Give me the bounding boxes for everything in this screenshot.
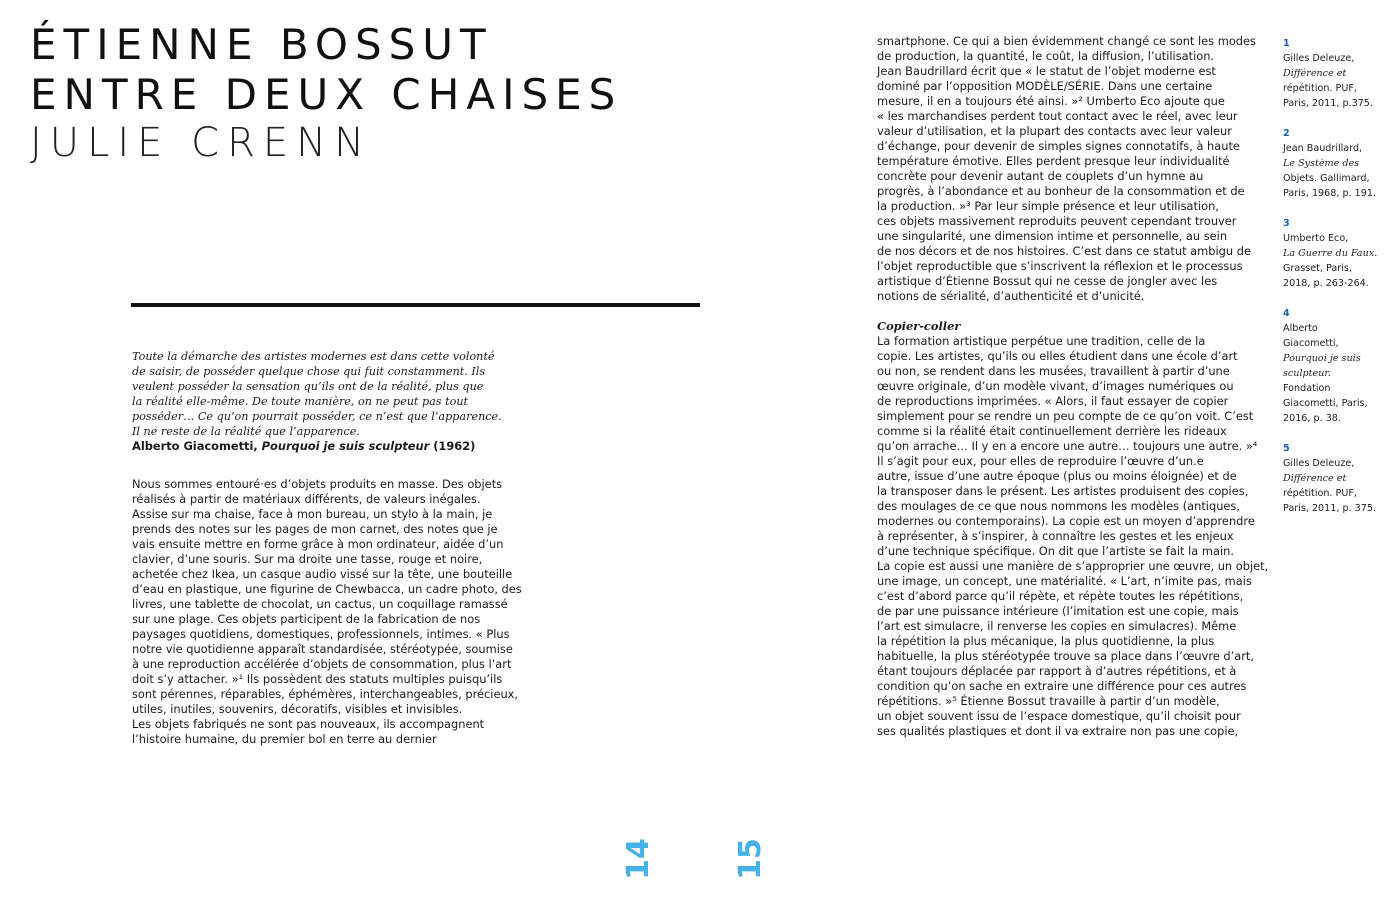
body-line: la production. »³ Par leur simple présence et leur utilisation,: [877, 199, 1219, 213]
body-line: copie. Les artistes, qu’ils ou elles étudient dans une école d’art: [877, 349, 1238, 363]
body-line: de nos décors et de nos histoires. C’est dans ce statut ambigu de: [877, 244, 1251, 258]
body-line: « les marchandises perdent tout contact avec le réel, avec leur: [877, 109, 1238, 123]
footnote-line: répétition. PUF,: [1283, 83, 1357, 94]
epigraph-line: posséder… Ce qu’on pourrait posséder, ce n’est que l’apparence.: [132, 410, 502, 423]
attribution-work: Pourquoi je suis sculpteur: [261, 439, 430, 453]
footnote-line: Gilles Deleuze,: [1283, 53, 1355, 64]
footnote-line: sculpteur.: [1283, 368, 1331, 379]
epigraph-line: la réalité elle-même. De toute manière, on ne peut pas tout: [132, 395, 469, 408]
body-line: doit s’y attacher. »¹ Ils possèdent des statuts multiples puisqu’ils: [132, 672, 503, 686]
footnote-line: Alberto: [1283, 323, 1318, 334]
body-line: La formation artistique perpétue une tradition, celle de la: [877, 334, 1206, 348]
body-line: l’histoire humaine, du premier bol en terre au dernier: [132, 732, 437, 746]
horizontal-rule: [131, 303, 700, 307]
article-title-line-1: ÉTIENNE BOSSUT: [30, 20, 493, 69]
body-line: Jean Baudrillard écrit que « le statut de l’objet moderne est: [877, 64, 1216, 78]
footnote-line: La Guerre du Faux.: [1283, 248, 1378, 259]
body-line: ou non, se rendent dans les musées, travaillent à partir d’une: [877, 364, 1230, 378]
body-line: qu’on arrache… Il y en a encore une autre… toujours une autre. »⁴: [877, 439, 1258, 453]
body-line: réalisés à partir de matériaux différents, de valeurs inégales.: [132, 492, 481, 506]
footnote-line: Gilles Deleuze,: [1283, 458, 1355, 469]
right-body-text-2: [877, 334, 1267, 739]
body-line: autre, issue d’une autre époque (plus ou moins éloignée) et de: [877, 469, 1237, 483]
footnote-line: Giacometti, Paris,: [1283, 398, 1368, 409]
left-body-text: [132, 477, 527, 747]
footnote-number: 3: [1283, 218, 1290, 229]
footnote-line: Objets. Gallimard,: [1283, 173, 1370, 184]
body-line: smartphone. Ce qui a bien évidemment changé ce sont les modes: [877, 34, 1256, 48]
footnote: [1283, 441, 1393, 516]
footnote-line: répétition. PUF,: [1283, 488, 1357, 499]
right-column: [877, 34, 1267, 739]
footnote-line: Paris, 2011, p. 375.: [1283, 503, 1377, 514]
footnote-line: Jean Baudrillard,: [1283, 143, 1363, 154]
footnote-line: Fondation: [1283, 383, 1331, 394]
body-line: prends des notes sur les pages de mon carnet, des notes que je: [132, 522, 498, 536]
page-number-right: 15: [733, 838, 768, 880]
footnote-line: Paris, 2011, p.375.: [1283, 98, 1373, 109]
body-line: concrète pour devenir autant de couplets d’un hymne au: [877, 169, 1204, 183]
body-line: des moulages de ce que nous nommons les modèles (antiques,: [877, 499, 1240, 513]
body-line: vais ensuite mettre en forme grâce à mon ordinateur, aidée d’un: [132, 537, 504, 551]
body-line: répétitions. »⁵ Étienne Bossut travaille à partir d’un modèle,: [877, 694, 1220, 708]
page-number-left: 14: [621, 838, 656, 880]
footnote-number: 4: [1283, 308, 1290, 319]
body-line: à représenter, à s’inspirer, à connaître les gestes et les enjeux: [877, 529, 1234, 543]
body-line: comme si la réalité était continuellement derrière les rideaux: [877, 424, 1227, 438]
body-line: Les objets fabriqués ne sont pas nouveaux, ils accompagnent: [132, 717, 485, 731]
right-body-text-1: [877, 34, 1267, 304]
body-line: sur une plage. Ces objets participent de la fabrication de nos: [132, 612, 481, 626]
body-line: Il s’agit pour eux, pour elles de reproduire l’œuvre d’un.e: [877, 454, 1204, 468]
footnote-line: Le Système des: [1283, 158, 1360, 169]
footnote: [1283, 36, 1393, 111]
footnote: [1283, 306, 1393, 426]
epigraph-line: Il ne reste de la réalité que l’apparence.: [132, 425, 360, 438]
body-line: étant toujours déplacée par rapport à d’autres répétitions, et à: [877, 664, 1237, 678]
body-line: mesure, il en a toujours été ainsi. »² Umberto Eco ajoute que: [877, 94, 1225, 108]
footnote-line: 2016, p. 38.: [1283, 413, 1341, 424]
body-line: valeur d’utilisation, et la plupart des contacts avec leur valeur: [877, 124, 1232, 138]
attribution-name: Alberto Giacometti,: [132, 439, 262, 453]
body-line: un objet souvent issu de l’espace domestique, qu’il choisit pour: [877, 709, 1241, 723]
body-line: simplement pour se rendre un peu compte de ce qu’on voit. C’est: [877, 409, 1254, 423]
body-line: l’objet reproductible que s’inscrivent la réflexion et le processus: [877, 259, 1243, 273]
body-line: d’eau en plastique, une figurine de Chewbacca, un cadre photo, des: [132, 582, 522, 596]
body-line: une image, un concept, une matérialité. « L’art, n’imite pas, mais: [877, 574, 1252, 588]
body-line: condition qu’on sache en extraire une différence pour ces autres: [877, 679, 1247, 693]
body-line: La copie est aussi une manière de s’approprier une œuvre, un objet,: [877, 559, 1269, 573]
footnote: [1283, 216, 1393, 291]
footnote: [1283, 126, 1393, 201]
footnote-line: Différence et: [1283, 473, 1347, 484]
body-line: ses qualités plastiques et dont il va extraire non pas une copie,: [877, 724, 1239, 738]
body-line: à une reproduction accélérée d’objets de consommation, plus l’art: [132, 657, 512, 671]
body-line: d’échange, pour devenir de simples signes connotatifs, à haute: [877, 139, 1240, 153]
footnote-number: 5: [1283, 443, 1290, 454]
body-line: livres, une tablette de chocolat, un cactus, un coquillage ramassé: [132, 597, 508, 611]
footnote-line: Umberto Eco,: [1283, 233, 1349, 244]
epigraph-line: Toute la démarche des artistes modernes est dans cette volonté: [132, 350, 495, 363]
footnote-line: Giacometti,: [1283, 338, 1339, 349]
article-title-line-2: ENTRE DEUX CHAISES: [30, 70, 623, 119]
footnote-number: 1: [1283, 38, 1290, 49]
footnote-number: 2: [1283, 128, 1290, 139]
body-line: habituelle, la plus stéréotypée trouve sa place dans l’œuvre d’art,: [877, 649, 1254, 663]
body-line: clavier, d’une souris. Sur ma droite une tasse, rouge et noire,: [132, 552, 483, 566]
body-line: l’art est simulacre, il renverse les copies en simulacres). Même: [877, 619, 1237, 633]
section-subheading: Copier-coller: [877, 319, 961, 333]
body-line: la transposer dans le présent. Les artistes produisent des copies,: [877, 484, 1249, 498]
epigraph-line: de saisir, de posséder quelque chose qui fuit constamment. Ils: [132, 365, 486, 378]
footnote-line: Paris, 1968, p. 191.: [1283, 188, 1377, 199]
body-line: Nous sommes entouré·es d’objets produits en masse. Des objets: [132, 477, 503, 491]
footnote-line: Différence et: [1283, 68, 1347, 79]
footnote-line: 2018, p. 263-264.: [1283, 278, 1369, 289]
body-line: progrès, à l’abondance et au bonheur de la consommation et de: [877, 184, 1245, 198]
body-line: la répétition la plus mécanique, la plus quotidienne, la plus: [877, 634, 1215, 648]
body-line: artistique d’Étienne Bossut qui ne cesse de jongler avec les: [877, 274, 1218, 288]
body-line: achetée chez Ikea, un casque audio vissé sur la tête, une bouteille: [132, 567, 513, 581]
body-line: dominé par l’opposition MODÈLE/SÉRIE. Dans une certaine: [877, 79, 1213, 93]
body-line: c’est d’abord parce qu’il répète, et répète toutes les répétitions,: [877, 589, 1244, 603]
body-line: modernes ou contemporains). La copie est un moyen d’apprendre: [877, 514, 1255, 528]
body-line: de par une puissance intérieure (l’imitation est une copie, mais: [877, 604, 1239, 618]
author-name: JULIE CRENN: [30, 120, 372, 166]
body-line: œuvre originale, d’un modèle vivant, d’images numériques ou: [877, 379, 1234, 393]
body-line: utiles, inutiles, souvenirs, décoratifs, visibles et invisibles.: [132, 702, 463, 716]
body-line: une singularité, une dimension intime et personnelle, au sein: [877, 229, 1228, 243]
body-line: ces objets massivement reproduits peuvent cependant trouver: [877, 214, 1237, 228]
body-line: de reproductions imprimées. « Alors, il faut essayer de copier: [877, 394, 1229, 408]
body-line: d’une technique spécifique. On dit que l’artiste se fait la main.: [877, 544, 1234, 558]
body-line: paysages quotidiens, domestiques, professionnels, intimes. « Plus: [132, 627, 510, 641]
body-line: Assise sur ma chaise, face à mon bureau, un stylo à la main, je: [132, 507, 493, 521]
attribution-year: (1962): [429, 439, 476, 453]
epigraph-line: veulent posséder la sensation qu’ils ont de la réalité, plus que: [132, 380, 484, 393]
footnote-line: Pourquoi je suis: [1283, 353, 1361, 364]
body-line: sont pérennes, réparables, éphémères, interchangeables, précieux,: [132, 687, 519, 701]
body-line: température émotive. Elles perdent presque leur individualité: [877, 154, 1230, 168]
footnotes: [1283, 36, 1393, 531]
body-line: notre vie quotidienne apparaît standardisée, stéréotypée, soumise: [132, 642, 513, 656]
epigraph: [132, 349, 527, 439]
left-column: [132, 349, 527, 747]
body-line: de production, la quantité, le coût, la diffusion, l’utilisation.: [877, 49, 1215, 63]
footnote-line: Grasset, Paris,: [1283, 263, 1352, 274]
epigraph-attribution: [132, 439, 527, 454]
body-line: notions de sérialité, d’authenticité et d’unicité.: [877, 289, 1145, 303]
